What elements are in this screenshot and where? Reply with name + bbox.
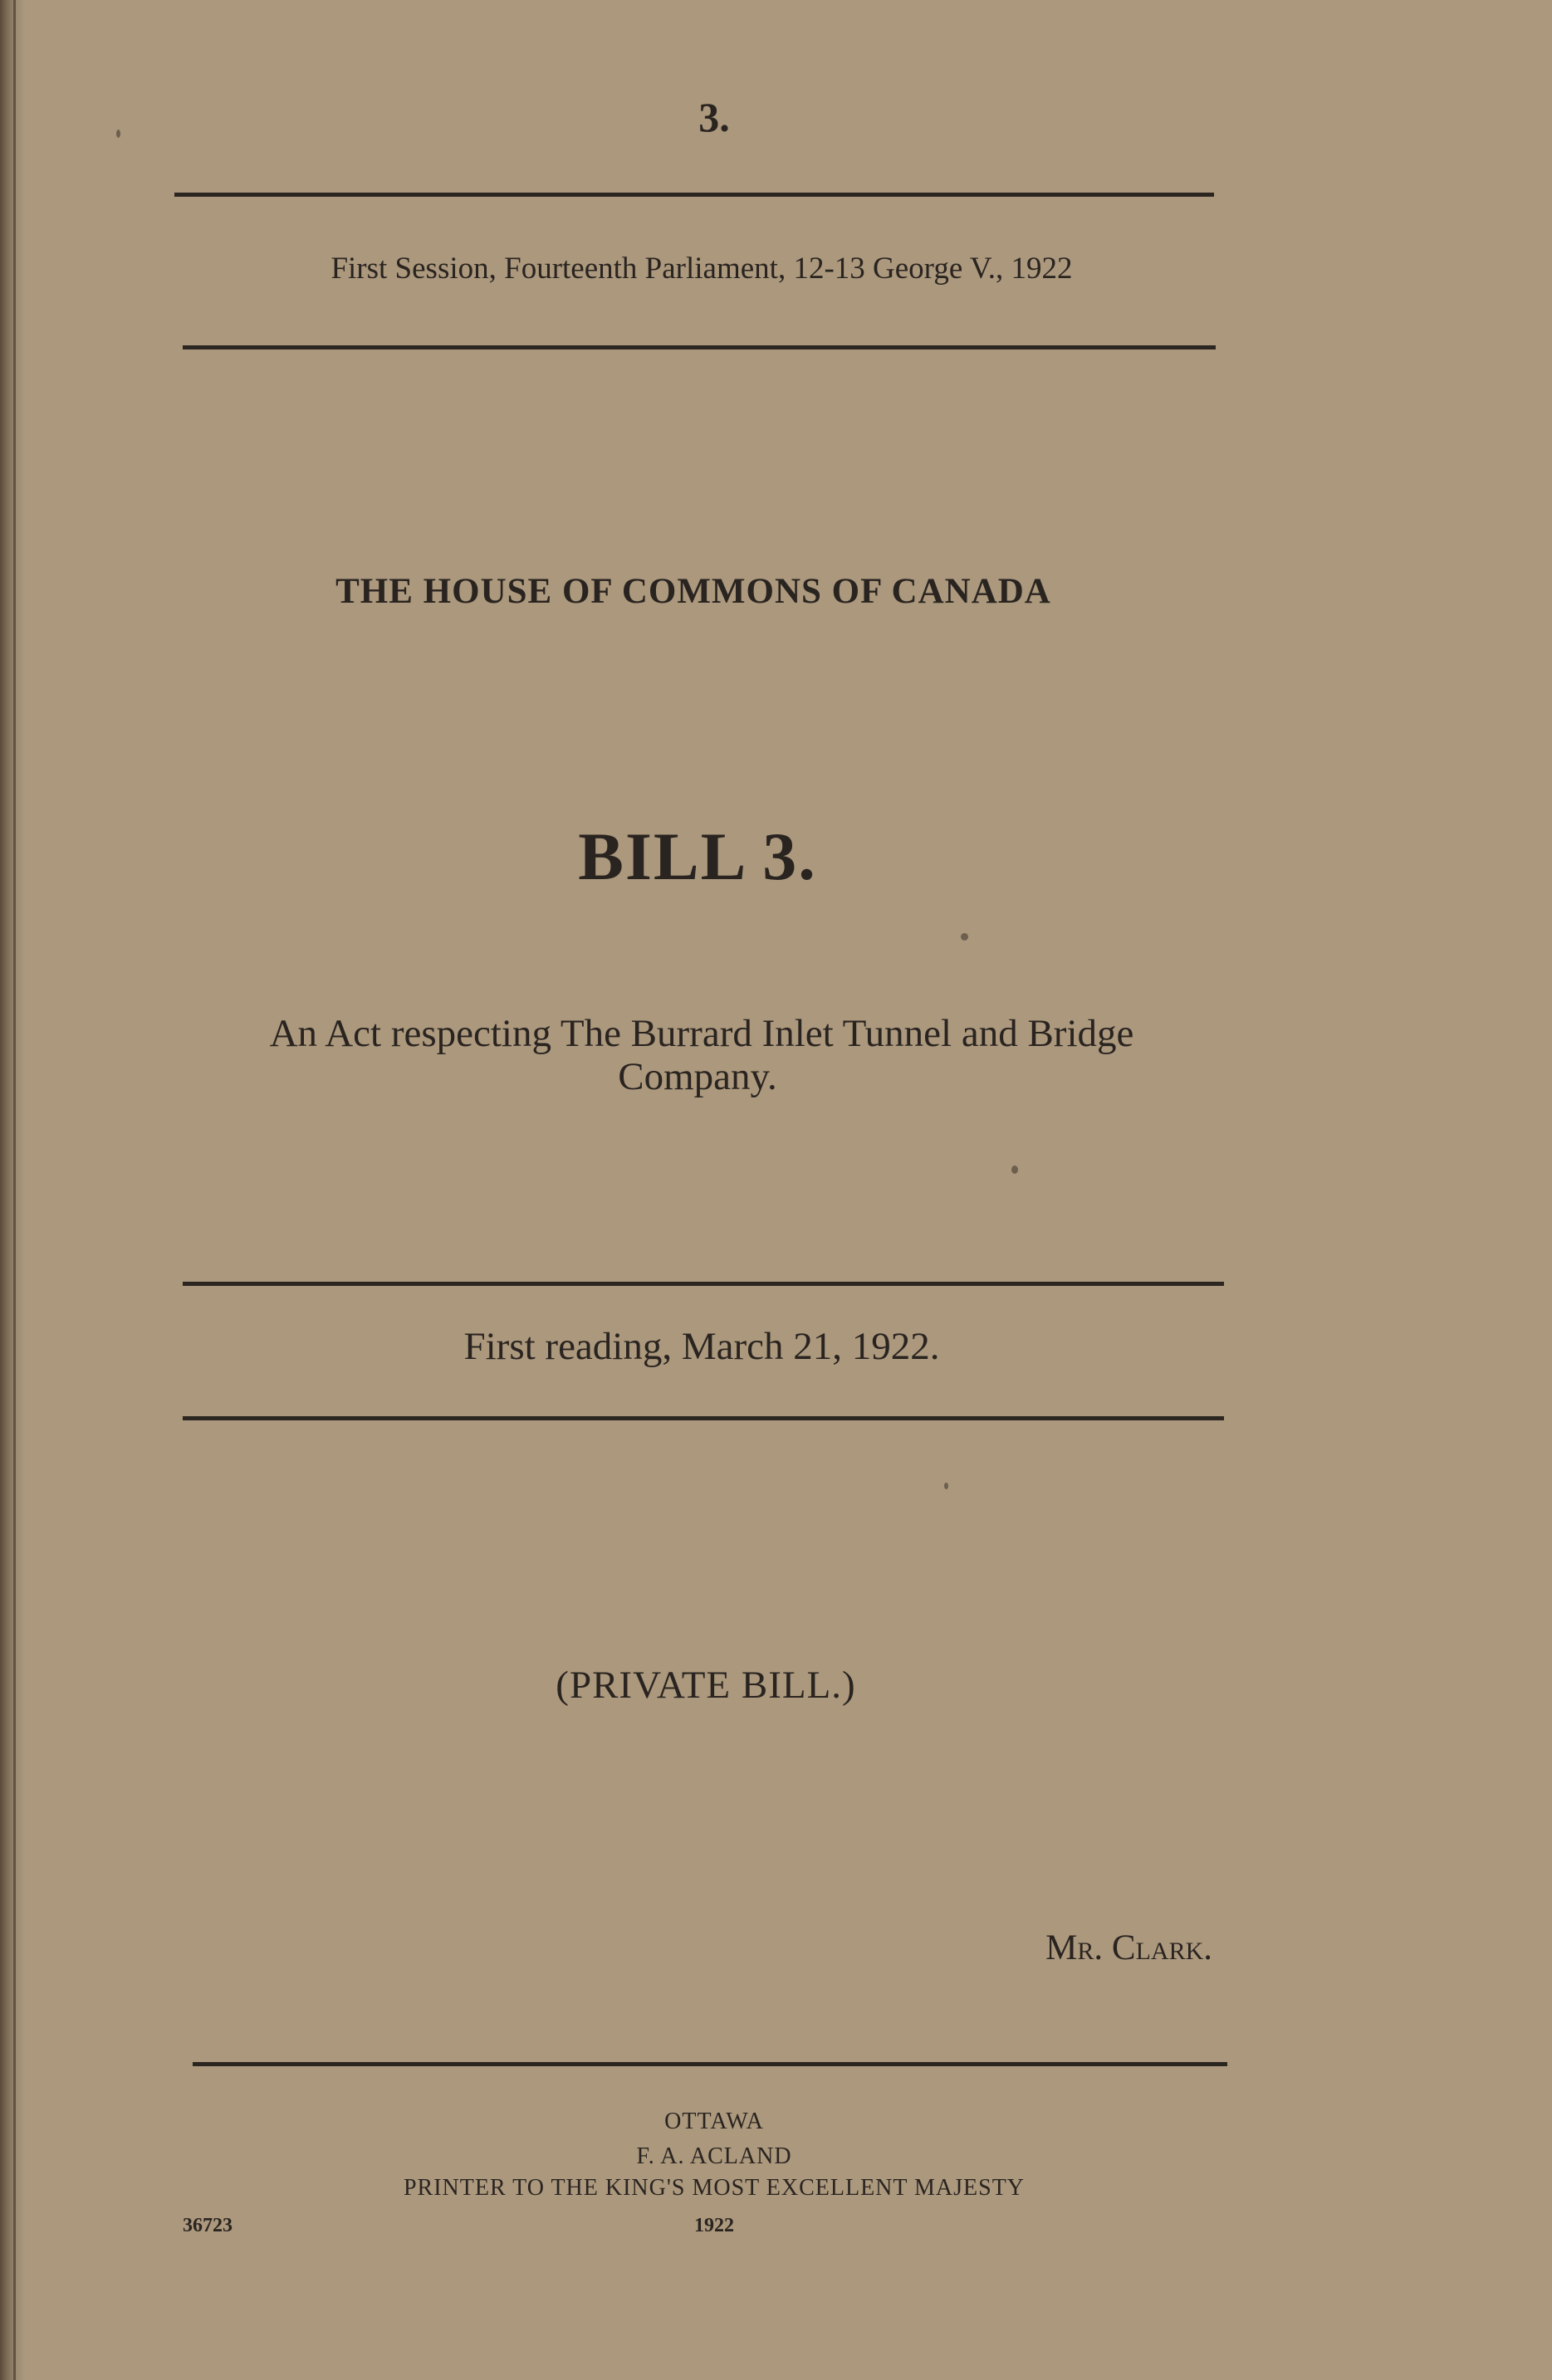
- imprint-printer-name: F. A. ACLAND: [636, 2143, 792, 2169]
- paper-speck: [1011, 1166, 1018, 1174]
- paper-speck: [944, 1483, 948, 1489]
- bill-title: BILL 3.: [578, 819, 817, 894]
- house-heading: THE HOUSE OF COMMONS OF CANADA: [335, 572, 1051, 611]
- paper-speck: [961, 933, 968, 941]
- imprint-rule: [193, 2062, 1227, 2066]
- top-rule-2: [183, 345, 1216, 349]
- paper-speck: [116, 130, 120, 138]
- page-number: 3.: [698, 94, 730, 140]
- print-code: 36723: [183, 2215, 233, 2236]
- act-title-line-1: An Act respecting The Burrard Inlet Tunnel and Bridge: [269, 1012, 1134, 1055]
- reading-rule-bottom: [183, 1416, 1224, 1420]
- private-bill-label: (PRIVATE BILL.): [556, 1664, 856, 1707]
- binding-edge: [0, 0, 25, 2380]
- sponsor-name: Mr. Clark.: [1045, 1928, 1212, 1967]
- act-title-line-2: Company.: [618, 1055, 777, 1098]
- reading-rule-top: [183, 1282, 1224, 1286]
- imprint-year: 1922: [694, 2215, 734, 2236]
- session-line: First Session, Fourteenth Parliament, 12-13 George V., 1922: [330, 252, 1073, 286]
- top-rule-1: [174, 193, 1214, 197]
- imprint-city: OTTAWA: [664, 2109, 764, 2134]
- imprint-printer-title: PRINTER TO THE KING'S MOST EXCELLENT MAJESTY: [403, 2175, 1026, 2201]
- binding-line: [13, 0, 16, 2380]
- first-reading-line: First reading, March 21, 1922.: [463, 1325, 940, 1368]
